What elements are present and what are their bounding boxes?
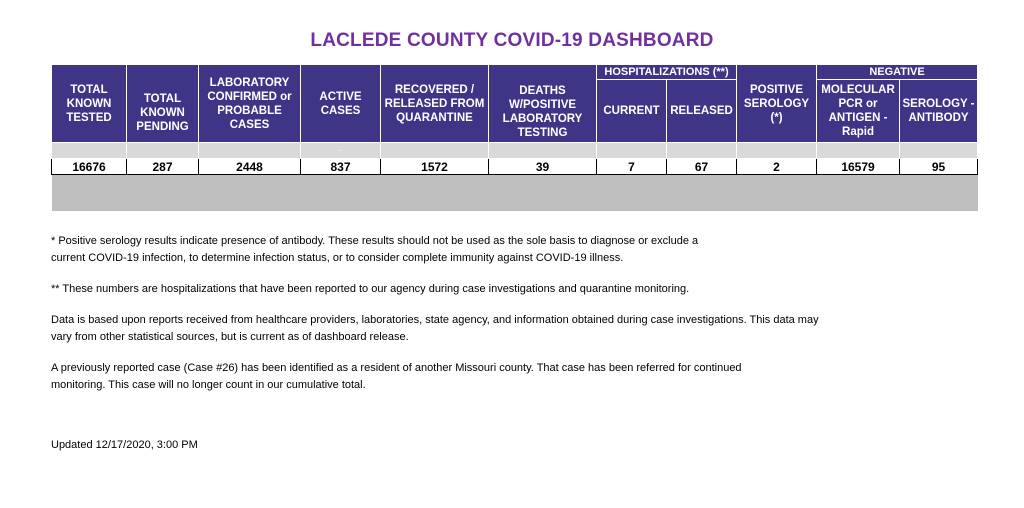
dashboard-table (51, 64, 978, 211)
spacer-dash: - (301, 143, 381, 159)
value-total-known-pending: 287 (127, 159, 199, 175)
note-hospitalizations: ** These numbers are hospitalizations that have been reported to our agency during case investigations and quarantine monitoring. (51, 283, 690, 295)
updated-timestamp: Updated 12/17/2020, 3:00 PM (51, 439, 198, 451)
title-text: LACLEDE COUNTY COVID-19 DASHBOARD (310, 30, 714, 51)
value-molecular: 16579 (817, 159, 900, 175)
value-positive-serology: 2 (737, 159, 817, 175)
header-current: CURRENT (597, 80, 667, 143)
values-row (52, 159, 978, 175)
value-current: 7 (597, 159, 667, 175)
value-active-cases: 837 (301, 159, 381, 175)
header-group-hospitalizations: HOSPITALIZATIONS (**) (597, 65, 737, 80)
header-serology-antibody: SEROLOGY - ANTIBODY (900, 80, 978, 143)
note-case-26: A previously reported case (Case #26) has been identified as a resident of another Missouri county. That case has been referred for continued monitoring. This case will no longer count in our cumulative total. (51, 362, 742, 391)
dashboard-table-wrapper (51, 64, 977, 211)
value-recovered: 1572 (381, 159, 489, 175)
header-row-groups (52, 65, 978, 80)
header-total-known-tested: TOTAL KNOWN TESTED (52, 65, 127, 143)
value-lab-confirmed: 2448 (199, 159, 301, 175)
header-released: RELEASED (667, 80, 737, 143)
gray-footer-band (52, 175, 978, 212)
header-deaths: DEATHS W/POSITIVE LABORATORY TESTING (489, 65, 597, 143)
note-data-source: Data is based upon reports received from healthcare providers, laboratories, state agency, and information obtained during case investigations. This data may vary from other statistical sources, but is current as of dashboard release. (51, 314, 819, 343)
note-serology: * Positive serology results indicate presence of antibody. These results should not be used as the sole basis to diagnose or exclude a current COVID-19 infection, to determine infection status, or to consider complete immunity against COVID-19 illness. (51, 235, 699, 264)
header-total-known-pending: TOTAL KNOWN PENDING (127, 65, 199, 143)
value-released: 67 (667, 159, 737, 175)
dashboard-title (0, 30, 1024, 52)
header-group-negative: NEGATIVE (817, 65, 978, 80)
header-recovered: RECOVERED / RELEASED FROM QUARANTINE (381, 65, 489, 143)
value-deaths: 39 (489, 159, 597, 175)
spacer-row (52, 143, 978, 159)
header-positive-serology: POSITIVE SEROLOGY (*) (737, 65, 817, 143)
header-lab-confirmed: LABORATORY CONFIRMED or PROBABLE CASES (199, 65, 301, 143)
value-serology-antibody: 95 (900, 159, 978, 175)
header-active-cases: ACTIVE CASES (301, 65, 381, 143)
value-total-known-tested: 16676 (52, 159, 127, 175)
header-molecular: MOLECULAR PCR or ANTIGEN - Rapid (817, 80, 900, 143)
notes-section (51, 233, 931, 408)
